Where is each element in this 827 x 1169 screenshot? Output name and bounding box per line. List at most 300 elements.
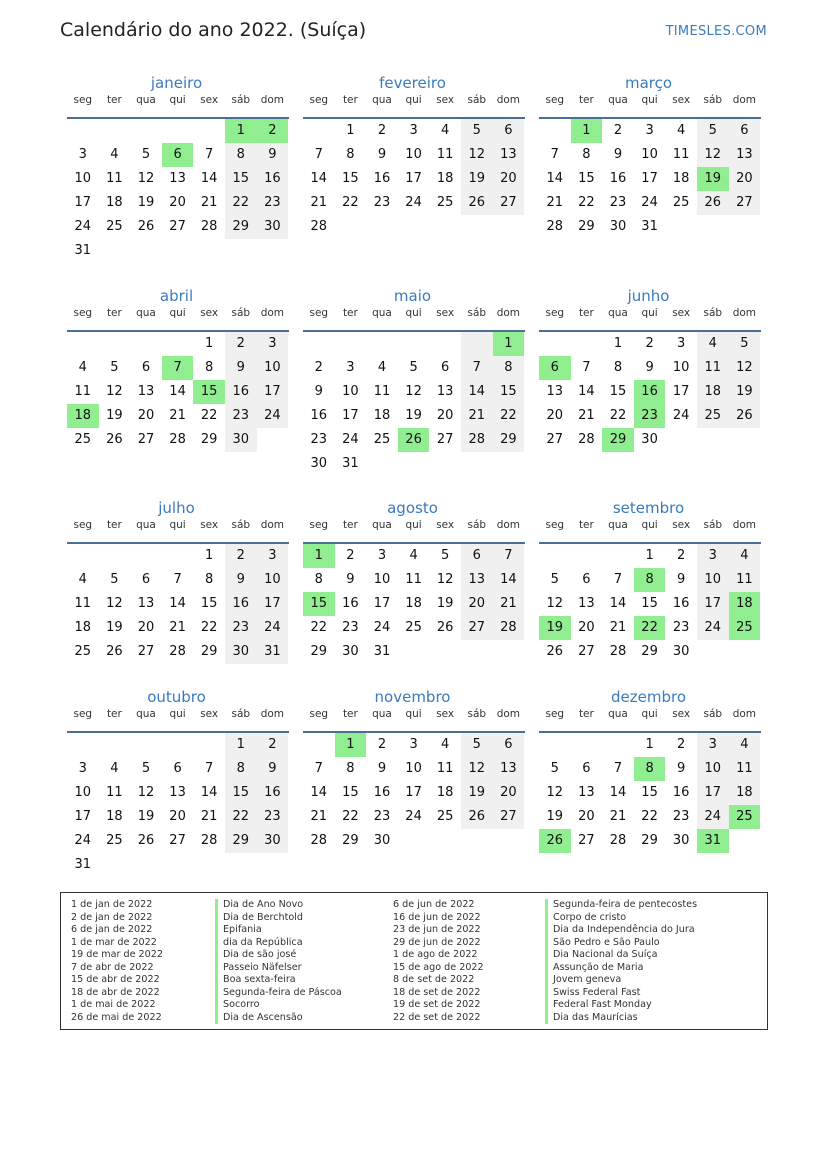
- day-cell[interactable]: 17: [697, 592, 729, 616]
- day-cell[interactable]: 13: [729, 143, 761, 167]
- day-cell[interactable]: 12: [729, 356, 761, 380]
- day-cell[interactable]: 13: [546, 384, 564, 399]
- day-cell[interactable]: 25: [106, 219, 123, 234]
- day-cell[interactable]: 29: [342, 833, 359, 848]
- day-cell[interactable]: 16: [257, 167, 289, 191]
- day-cell[interactable]: 26: [461, 191, 493, 215]
- day-cell[interactable]: 9: [225, 356, 257, 380]
- day-cell[interactable]: 11: [436, 147, 454, 162]
- day-cell[interactable]: 31: [373, 644, 391, 659]
- day-cell[interactable]: 22: [310, 620, 328, 635]
- day-cell[interactable]: 4: [677, 123, 686, 138]
- day-cell[interactable]: 12: [697, 143, 729, 167]
- day-cell[interactable]: 25: [729, 805, 761, 829]
- day-cell[interactable]: 4: [729, 544, 761, 568]
- day-cell[interactable]: 26: [137, 833, 155, 848]
- day-cell[interactable]: 30: [342, 644, 359, 659]
- day-cell[interactable]: 21: [578, 408, 595, 423]
- day-cell[interactable]: 14: [200, 171, 218, 186]
- day-cell[interactable]: 23: [634, 404, 666, 428]
- day-cell[interactable]: 22: [609, 408, 627, 423]
- day-cell[interactable]: 3: [78, 761, 87, 776]
- day-cell[interactable]: 22: [225, 191, 257, 215]
- day-cell[interactable]: 1: [571, 119, 603, 143]
- day-cell[interactable]: 13: [578, 785, 595, 800]
- day-cell[interactable]: 3: [257, 332, 289, 356]
- day-cell[interactable]: 5: [141, 147, 151, 162]
- day-cell[interactable]: 26: [137, 219, 155, 234]
- day-cell[interactable]: 25: [672, 195, 690, 210]
- day-cell[interactable]: 30: [672, 833, 690, 848]
- day-cell[interactable]: 17: [74, 195, 92, 210]
- day-cell[interactable]: 19: [436, 596, 454, 611]
- day-cell[interactable]: 11: [74, 596, 92, 611]
- day-cell[interactable]: 6: [493, 119, 525, 143]
- day-cell[interactable]: 11: [729, 568, 761, 592]
- day-cell[interactable]: 19: [539, 616, 571, 640]
- day-cell[interactable]: 16: [225, 380, 257, 404]
- day-cell[interactable]: 5: [697, 119, 729, 143]
- day-cell[interactable]: 1: [303, 544, 335, 568]
- day-cell[interactable]: 27: [169, 833, 186, 848]
- day-cell[interactable]: 8: [346, 761, 355, 776]
- day-cell[interactable]: 22: [342, 195, 359, 210]
- day-cell[interactable]: 21: [493, 592, 525, 616]
- day-cell[interactable]: 15: [342, 171, 359, 186]
- day-cell[interactable]: 19: [697, 167, 729, 191]
- day-cell[interactable]: 2: [346, 548, 355, 563]
- day-cell[interactable]: 16: [225, 592, 257, 616]
- day-cell[interactable]: 9: [377, 761, 387, 776]
- day-cell[interactable]: 10: [74, 785, 92, 800]
- day-cell[interactable]: 28: [310, 833, 328, 848]
- day-cell[interactable]: 5: [441, 548, 450, 563]
- day-cell[interactable]: 17: [257, 592, 289, 616]
- day-cell[interactable]: 8: [634, 568, 666, 592]
- day-cell[interactable]: 15: [493, 380, 525, 404]
- day-cell[interactable]: 18: [106, 195, 123, 210]
- day-cell[interactable]: 7: [162, 356, 194, 380]
- day-cell[interactable]: 14: [546, 171, 564, 186]
- day-cell[interactable]: 16: [373, 785, 391, 800]
- day-cell[interactable]: 23: [257, 191, 289, 215]
- day-cell[interactable]: 4: [110, 761, 119, 776]
- day-cell[interactable]: 11: [106, 171, 123, 186]
- day-cell[interactable]: 7: [314, 761, 323, 776]
- day-cell[interactable]: 17: [405, 171, 422, 186]
- day-cell[interactable]: 28: [546, 219, 564, 234]
- day-cell[interactable]: 13: [493, 757, 525, 781]
- day-cell[interactable]: 23: [342, 620, 359, 635]
- day-cell[interactable]: 2: [377, 123, 387, 138]
- day-cell[interactable]: 17: [641, 171, 658, 186]
- day-cell[interactable]: 9: [346, 572, 355, 587]
- day-cell[interactable]: 27: [578, 644, 595, 659]
- day-cell[interactable]: 8: [205, 360, 214, 375]
- day-cell[interactable]: 25: [373, 432, 391, 447]
- day-cell[interactable]: 25: [436, 809, 454, 824]
- day-cell[interactable]: 7: [613, 761, 623, 776]
- day-cell[interactable]: 25: [405, 620, 422, 635]
- day-cell[interactable]: 14: [461, 380, 493, 404]
- day-cell[interactable]: 15: [200, 596, 218, 611]
- day-cell[interactable]: 24: [257, 404, 289, 428]
- day-cell[interactable]: 9: [257, 143, 289, 167]
- day-cell[interactable]: 3: [409, 123, 418, 138]
- day-cell[interactable]: 28: [493, 616, 525, 640]
- day-cell[interactable]: 16: [342, 596, 359, 611]
- day-cell[interactable]: 26: [436, 620, 454, 635]
- day-cell[interactable]: 27: [493, 805, 525, 829]
- day-cell[interactable]: 23: [609, 195, 627, 210]
- day-cell[interactable]: 18: [729, 781, 761, 805]
- day-cell[interactable]: 6: [582, 572, 591, 587]
- day-cell[interactable]: 4: [697, 332, 729, 356]
- day-cell[interactable]: 21: [310, 195, 328, 210]
- day-cell[interactable]: 3: [677, 336, 686, 351]
- day-cell[interactable]: 11: [729, 757, 761, 781]
- day-cell[interactable]: 22: [493, 404, 525, 428]
- day-cell[interactable]: 30: [672, 644, 690, 659]
- day-cell[interactable]: 4: [78, 572, 87, 587]
- day-cell[interactable]: 25: [74, 644, 92, 659]
- day-cell[interactable]: 4: [409, 548, 418, 563]
- day-cell[interactable]: 30: [257, 215, 289, 239]
- day-cell[interactable]: 4: [377, 360, 387, 375]
- day-cell[interactable]: 25: [697, 404, 729, 428]
- day-cell[interactable]: 26: [729, 404, 761, 428]
- day-cell[interactable]: 7: [613, 572, 623, 587]
- day-cell[interactable]: 2: [225, 544, 257, 568]
- day-cell[interactable]: 11: [405, 572, 422, 587]
- day-cell[interactable]: 3: [409, 737, 418, 752]
- day-cell[interactable]: 15: [303, 592, 335, 616]
- day-cell[interactable]: 26: [398, 428, 430, 452]
- day-cell[interactable]: 31: [641, 219, 658, 234]
- day-cell[interactable]: 23: [672, 809, 690, 824]
- day-cell[interactable]: 1: [645, 737, 654, 752]
- day-cell[interactable]: 8: [314, 572, 323, 587]
- day-cell[interactable]: 22: [200, 620, 218, 635]
- day-cell[interactable]: 13: [461, 568, 493, 592]
- day-cell[interactable]: 14: [310, 785, 328, 800]
- day-cell[interactable]: 13: [436, 384, 454, 399]
- day-cell[interactable]: 25: [729, 616, 761, 640]
- day-cell[interactable]: 23: [672, 620, 690, 635]
- day-cell[interactable]: 31: [74, 857, 92, 872]
- day-cell[interactable]: 1: [645, 548, 654, 563]
- day-cell[interactable]: 17: [697, 781, 729, 805]
- day-cell[interactable]: 18: [672, 171, 690, 186]
- day-cell[interactable]: 10: [257, 356, 289, 380]
- day-cell[interactable]: 27: [578, 833, 595, 848]
- day-cell[interactable]: 2: [377, 737, 387, 752]
- day-cell[interactable]: 29: [225, 215, 257, 239]
- day-cell[interactable]: 19: [137, 809, 155, 824]
- day-cell[interactable]: 26: [106, 644, 123, 659]
- day-cell[interactable]: 5: [461, 733, 493, 757]
- day-cell[interactable]: 1: [225, 733, 257, 757]
- day-cell[interactable]: 1: [335, 733, 367, 757]
- day-cell[interactable]: 1: [205, 548, 214, 563]
- day-cell[interactable]: 8: [205, 572, 214, 587]
- day-cell[interactable]: 13: [169, 785, 186, 800]
- day-cell[interactable]: 22: [634, 616, 666, 640]
- day-cell[interactable]: 10: [697, 757, 729, 781]
- day-cell[interactable]: 30: [310, 456, 328, 471]
- day-cell[interactable]: 18: [67, 404, 99, 428]
- day-cell[interactable]: 24: [74, 219, 92, 234]
- day-cell[interactable]: 13: [169, 171, 186, 186]
- day-cell[interactable]: 1: [613, 336, 623, 351]
- day-cell[interactable]: 7: [205, 147, 214, 162]
- day-cell[interactable]: 9: [314, 384, 323, 399]
- day-cell[interactable]: 10: [342, 384, 359, 399]
- day-cell[interactable]: 12: [546, 596, 564, 611]
- day-cell[interactable]: 19: [729, 380, 761, 404]
- day-cell[interactable]: 7: [493, 544, 525, 568]
- day-cell[interactable]: 20: [169, 195, 186, 210]
- day-cell[interactable]: 6: [441, 360, 450, 375]
- day-cell[interactable]: 12: [461, 757, 493, 781]
- day-cell[interactable]: 27: [493, 191, 525, 215]
- day-cell[interactable]: 24: [257, 616, 289, 640]
- day-cell[interactable]: 24: [697, 805, 729, 829]
- day-cell[interactable]: 12: [436, 572, 454, 587]
- day-cell[interactable]: 24: [342, 432, 359, 447]
- day-cell[interactable]: 24: [405, 195, 422, 210]
- day-cell[interactable]: 2: [677, 548, 686, 563]
- day-cell[interactable]: 6: [582, 761, 591, 776]
- day-cell[interactable]: 2: [645, 336, 654, 351]
- day-cell[interactable]: 9: [257, 757, 289, 781]
- day-cell[interactable]: 16: [257, 781, 289, 805]
- day-cell[interactable]: 28: [200, 833, 218, 848]
- day-cell[interactable]: 27: [137, 644, 155, 659]
- day-cell[interactable]: 26: [106, 432, 123, 447]
- day-cell[interactable]: 11: [74, 384, 92, 399]
- day-cell[interactable]: 23: [373, 809, 391, 824]
- day-cell[interactable]: 9: [377, 147, 387, 162]
- day-cell[interactable]: 15: [578, 171, 595, 186]
- day-cell[interactable]: 27: [436, 432, 454, 447]
- day-cell[interactable]: 26: [539, 829, 571, 853]
- day-cell[interactable]: 15: [641, 596, 658, 611]
- day-cell[interactable]: 6: [539, 356, 571, 380]
- day-cell[interactable]: 15: [342, 785, 359, 800]
- day-cell[interactable]: 25: [106, 833, 123, 848]
- day-cell[interactable]: 12: [106, 596, 123, 611]
- day-cell[interactable]: 19: [461, 781, 493, 805]
- day-cell[interactable]: 6: [162, 143, 194, 167]
- day-cell[interactable]: 19: [461, 167, 493, 191]
- day-cell[interactable]: 14: [493, 568, 525, 592]
- day-cell[interactable]: 3: [645, 123, 654, 138]
- day-cell[interactable]: 25: [436, 195, 454, 210]
- day-cell[interactable]: 27: [461, 616, 493, 640]
- day-cell[interactable]: 18: [436, 171, 454, 186]
- day-cell[interactable]: 27: [729, 191, 761, 215]
- day-cell[interactable]: 5: [409, 360, 418, 375]
- day-cell[interactable]: 4: [441, 737, 450, 752]
- day-cell[interactable]: 14: [609, 785, 627, 800]
- day-cell[interactable]: 5: [110, 572, 119, 587]
- day-cell[interactable]: 13: [493, 143, 525, 167]
- day-cell[interactable]: 21: [461, 404, 493, 428]
- day-cell[interactable]: 13: [137, 384, 155, 399]
- brand-link[interactable]: TIMESLES.COM: [665, 24, 767, 39]
- day-cell[interactable]: 9: [677, 572, 686, 587]
- day-cell[interactable]: 10: [405, 147, 422, 162]
- day-cell[interactable]: 9: [645, 360, 654, 375]
- day-cell[interactable]: 7: [173, 572, 182, 587]
- day-cell[interactable]: 10: [672, 360, 690, 375]
- day-cell[interactable]: 12: [405, 384, 422, 399]
- day-cell[interactable]: 7: [550, 147, 559, 162]
- day-cell[interactable]: 4: [78, 360, 87, 375]
- day-cell[interactable]: 12: [106, 384, 123, 399]
- day-cell[interactable]: 12: [137, 171, 155, 186]
- day-cell[interactable]: 20: [493, 167, 525, 191]
- day-cell[interactable]: 22: [578, 195, 595, 210]
- day-cell[interactable]: 14: [578, 384, 595, 399]
- day-cell[interactable]: 10: [257, 568, 289, 592]
- day-cell[interactable]: 26: [697, 191, 729, 215]
- day-cell[interactable]: 28: [609, 833, 627, 848]
- day-cell[interactable]: 16: [672, 785, 690, 800]
- day-cell[interactable]: 6: [141, 360, 151, 375]
- day-cell[interactable]: 26: [546, 644, 564, 659]
- day-cell[interactable]: 25: [74, 432, 92, 447]
- day-cell[interactable]: 18: [729, 592, 761, 616]
- day-cell[interactable]: 20: [137, 620, 155, 635]
- day-cell[interactable]: 15: [225, 167, 257, 191]
- day-cell[interactable]: 30: [225, 640, 257, 664]
- day-cell[interactable]: 11: [106, 785, 123, 800]
- day-cell[interactable]: 19: [137, 195, 155, 210]
- day-cell[interactable]: 21: [310, 809, 328, 824]
- day-cell[interactable]: 31: [697, 829, 729, 853]
- day-cell[interactable]: 3: [78, 147, 87, 162]
- day-cell[interactable]: 13: [137, 596, 155, 611]
- day-cell[interactable]: 16: [672, 596, 690, 611]
- day-cell[interactable]: 17: [405, 785, 422, 800]
- day-cell[interactable]: 20: [729, 167, 761, 191]
- day-cell[interactable]: 23: [257, 805, 289, 829]
- day-cell[interactable]: 17: [373, 596, 391, 611]
- day-cell[interactable]: 21: [200, 195, 218, 210]
- day-cell[interactable]: 7: [205, 761, 214, 776]
- day-cell[interactable]: 17: [342, 408, 359, 423]
- day-cell[interactable]: 31: [74, 243, 92, 258]
- day-cell[interactable]: 10: [405, 761, 422, 776]
- day-cell[interactable]: 6: [461, 544, 493, 568]
- day-cell[interactable]: 29: [493, 428, 525, 452]
- day-cell[interactable]: 8: [225, 143, 257, 167]
- day-cell[interactable]: 28: [609, 644, 627, 659]
- day-cell[interactable]: 2: [225, 332, 257, 356]
- day-cell[interactable]: 15: [193, 380, 225, 404]
- day-cell[interactable]: 5: [110, 360, 119, 375]
- day-cell[interactable]: 3: [697, 733, 729, 757]
- day-cell[interactable]: 24: [672, 408, 690, 423]
- day-cell[interactable]: 20: [546, 408, 564, 423]
- day-cell[interactable]: 16: [609, 171, 627, 186]
- day-cell[interactable]: 3: [377, 548, 387, 563]
- day-cell[interactable]: 24: [74, 833, 92, 848]
- day-cell[interactable]: 29: [200, 432, 218, 447]
- day-cell[interactable]: 7: [461, 356, 493, 380]
- day-cell[interactable]: 7: [314, 147, 323, 162]
- day-cell[interactable]: 21: [609, 620, 627, 635]
- day-cell[interactable]: 28: [169, 644, 186, 659]
- day-cell[interactable]: 6: [493, 733, 525, 757]
- day-cell[interactable]: 27: [169, 219, 186, 234]
- day-cell[interactable]: 28: [310, 219, 328, 234]
- day-cell[interactable]: 10: [641, 147, 658, 162]
- day-cell[interactable]: 20: [169, 809, 186, 824]
- day-cell[interactable]: 29: [200, 644, 218, 659]
- day-cell[interactable]: 1: [346, 123, 355, 138]
- day-cell[interactable]: 8: [493, 356, 525, 380]
- day-cell[interactable]: 15: [225, 781, 257, 805]
- day-cell[interactable]: 12: [137, 785, 155, 800]
- day-cell[interactable]: 9: [613, 147, 623, 162]
- day-cell[interactable]: 29: [641, 644, 658, 659]
- day-cell[interactable]: 6: [141, 572, 151, 587]
- day-cell[interactable]: 14: [200, 785, 218, 800]
- day-cell[interactable]: 2: [613, 123, 623, 138]
- day-cell[interactable]: 22: [342, 809, 359, 824]
- day-cell[interactable]: 18: [106, 809, 123, 824]
- day-cell[interactable]: 22: [641, 809, 658, 824]
- day-cell[interactable]: 3: [346, 360, 355, 375]
- day-cell[interactable]: 30: [641, 432, 658, 447]
- day-cell[interactable]: 6: [729, 119, 761, 143]
- day-cell[interactable]: 31: [257, 640, 289, 664]
- day-cell[interactable]: 24: [405, 809, 422, 824]
- day-cell[interactable]: 31: [342, 456, 359, 471]
- day-cell[interactable]: 2: [257, 119, 289, 143]
- day-cell[interactable]: 6: [173, 761, 182, 776]
- day-cell[interactable]: 30: [373, 833, 391, 848]
- day-cell[interactable]: 11: [697, 356, 729, 380]
- day-cell[interactable]: 8: [613, 360, 623, 375]
- day-cell[interactable]: 24: [373, 620, 391, 635]
- day-cell[interactable]: 5: [550, 572, 559, 587]
- day-cell[interactable]: 21: [200, 809, 218, 824]
- day-cell[interactable]: 14: [169, 384, 186, 399]
- day-cell[interactable]: 19: [546, 809, 564, 824]
- day-cell[interactable]: 24: [697, 616, 729, 640]
- day-cell[interactable]: 21: [546, 195, 564, 210]
- day-cell[interactable]: 7: [582, 360, 591, 375]
- day-cell[interactable]: 15: [609, 384, 627, 399]
- day-cell[interactable]: 18: [373, 408, 391, 423]
- day-cell[interactable]: 14: [609, 596, 627, 611]
- day-cell[interactable]: 29: [641, 833, 658, 848]
- day-cell[interactable]: 14: [310, 171, 328, 186]
- day-cell[interactable]: 12: [546, 785, 564, 800]
- day-cell[interactable]: 30: [225, 428, 257, 452]
- day-cell[interactable]: 19: [106, 620, 123, 635]
- day-cell[interactable]: 8: [225, 757, 257, 781]
- day-cell[interactable]: 20: [137, 408, 155, 423]
- day-cell[interactable]: 18: [74, 620, 92, 635]
- day-cell[interactable]: 21: [169, 408, 186, 423]
- day-cell[interactable]: 8: [582, 147, 591, 162]
- day-cell[interactable]: 20: [461, 592, 493, 616]
